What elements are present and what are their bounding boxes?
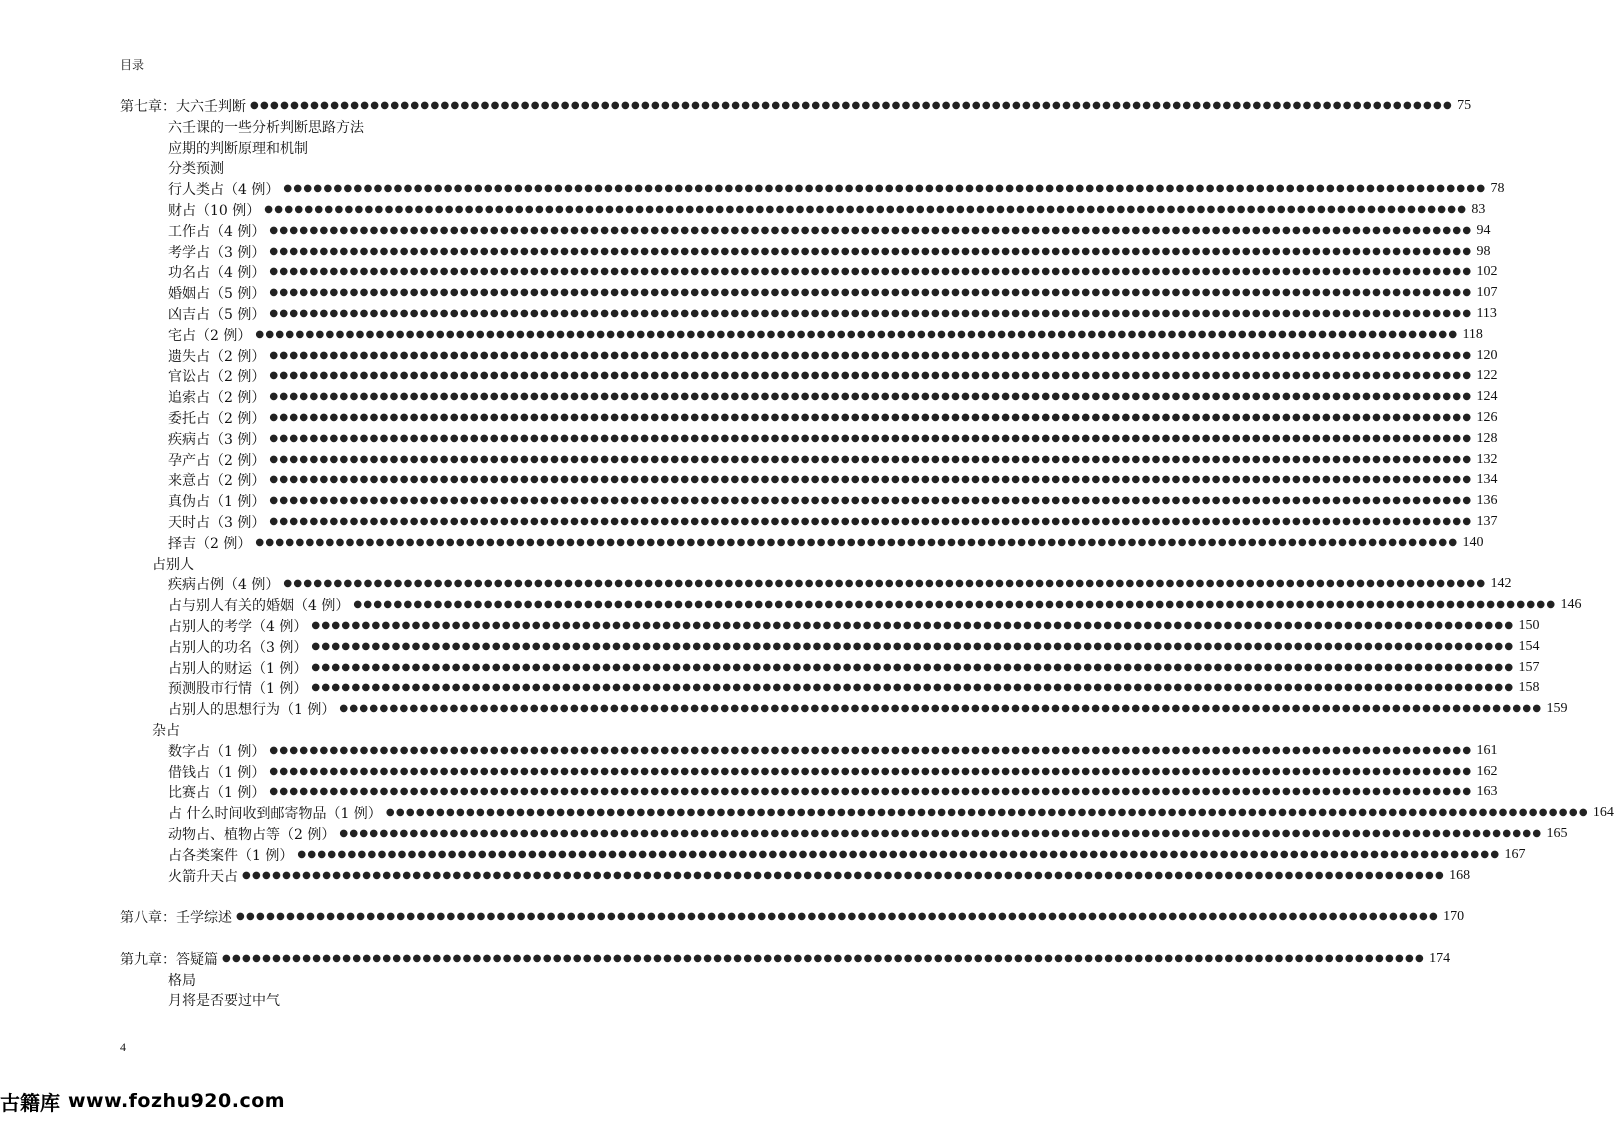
toc-entry-title: 宅占（2 例）	[168, 327, 252, 344]
toc-entry	[120, 949, 1451, 969]
toc-entry	[168, 117, 364, 137]
dot-leader: ●●●●●●●●●●●●●●●●●●●●●●●●●●●●●●●●●●●●●●●●●●●●●●●●●●●●●●●●●●●●●●●●●●●●●●●●●●●●●●●●●●●●●●●●●●●●●●●●●●●●●●●●●●●●●●●●●●●●●●●●	[297, 848, 1501, 860]
toc-entry-title: 天时占（3 例）	[168, 515, 266, 531]
toc-entry	[168, 262, 1498, 282]
toc-entry	[168, 283, 1498, 303]
toc-entry-page: 107	[1476, 285, 1498, 301]
dot-leader: ●●●●●●●●●●●●●●●●●●●●●●●●●●●●●●●●●●●●●●●●●●●●●●●●●●●●●●●●●●●●●●●●●●●●●●●●●●●●●●●●●●●●●●●●●●●●●●●●●●●●●●●●●●●●●●●●●●●●●●●●	[283, 578, 1487, 590]
toc-entry-page: 158	[1518, 680, 1540, 696]
toc-entry-page: 126	[1476, 410, 1498, 425]
dot-leader: ●●●●●●●●●●●●●●●●●●●●●●●●●●●●●●●●●●●●●●●●●●●●●●●●●●●●●●●●●●●●●●●●●●●●●●●●●●●●●●●●●●●●●●●●●●●●●●●●●●●●●●●●●●●●●●●●●●●●●●●●	[242, 869, 1446, 881]
toc-entry-title: 占别人的思想行为（1 例）	[168, 702, 336, 719]
toc-entry-title: 六壬课的一些分析判断思路方法	[168, 119, 364, 136]
toc-entry	[168, 637, 1540, 657]
dot-leader: ●●●●●●●●●●●●●●●●●●●●●●●●●●●●●●●●●●●●●●●●●●●●●●●●●●●●●●●●●●●●●●●●●●●●●●●●●●●●●●●●●●●●●●●●●●●●●●●●●●●●●●●●●●●●●●●●●●●●●●●●	[250, 100, 1454, 111]
toc-entry-page: 136	[1476, 493, 1498, 509]
toc-entry	[152, 554, 194, 574]
dot-leader: ●●●●●●●●●●●●●●●●●●●●●●●●●●●●●●●●●●●●●●●●●●●●●●●●●●●●●●●●●●●●●●●●●●●●●●●●●●●●●●●●●●●●●●●●●●●●●●●●●●●●●●●●●●●●●●●●●●●●●●●●	[269, 474, 1473, 486]
toc-entry-title: 占别人的功名（3 例）	[168, 639, 308, 656]
toc-entry-title: 占与别人有关的婚姻（4 例）	[168, 598, 350, 615]
toc-entry-title: 杂占	[152, 723, 180, 739]
toc-entry-title: 月将是否要过中气	[168, 993, 280, 1010]
toc-entry-title: 真伪占（1 例）	[168, 494, 266, 511]
toc-entry	[168, 533, 1484, 553]
toc-entry-page: 161	[1476, 742, 1498, 758]
dot-leader: ●●●●●●●●●●●●●●●●●●●●●●●●●●●●●●●●●●●●●●●●●●●●●●●●●●●●●●●●●●●●●●●●●●●●●●●●●●●●●●●●●●●●●●●●●●●●●●●●●●●●●●●●●●●●●●●●●●●●●●●●	[269, 266, 1473, 278]
toc-entry-title: 火箭升天占	[168, 868, 238, 885]
toc-entry-page: 162	[1476, 763, 1498, 779]
toc-entry-page: 128	[1476, 430, 1498, 446]
toc-entry	[168, 762, 1498, 782]
toc-entry	[168, 658, 1540, 678]
toc-entry-page: 140	[1462, 534, 1484, 550]
toc-entry-title: 占 什么时间收到邮寄物品（1 例）	[168, 806, 382, 823]
toc-entry	[168, 242, 1491, 262]
dot-leader: ●●●●●●●●●●●●●●●●●●●●●●●●●●●●●●●●●●●●●●●●●●●●●●●●●●●●●●●●●●●●●●●●●●●●●●●●●●●●●●●●●●●●●●●●●●●●●●●●●●●●●●●●●●●●●●●●●●●●●●●●	[353, 599, 1557, 611]
toc-entry	[168, 179, 1505, 199]
toc-entry-page: 150	[1518, 618, 1540, 633]
toc-entry-page: 83	[1471, 202, 1486, 217]
toc-entry-page: 170	[1443, 909, 1465, 925]
toc-entry-page: 120	[1476, 347, 1498, 363]
dot-leader: ●●●●●●●●●●●●●●●●●●●●●●●●●●●●●●●●●●●●●●●●●●●●●●●●●●●●●●●●●●●●●●●●●●●●●●●●●●●●●●●●●●●●●●●●●●●●●●●●●●●●●●●●●●●●●●●●●●●●●●●●	[311, 620, 1515, 631]
toc-entry-page: 165	[1546, 826, 1568, 841]
toc-entry-title: 择吉（2 例）	[168, 535, 252, 552]
toc-entry-title: 行人类占（4 例）	[168, 182, 280, 199]
dot-leader: ●●●●●●●●●●●●●●●●●●●●●●●●●●●●●●●●●●●●●●●●●●●●●●●●●●●●●●●●●●●●●●●●●●●●●●●●●●●●●●●●●●●●●●●●●●●●●●●●●●●●●●●●●●●●●●●●●●●●●●●●	[269, 245, 1473, 257]
dot-leader: ●●●●●●●●●●●●●●●●●●●●●●●●●●●●●●●●●●●●●●●●●●●●●●●●●●●●●●●●●●●●●●●●●●●●●●●●●●●●●●●●●●●●●●●●●●●●●●●●●●●●●●●●●●●●●●●●●●●●●●●●	[255, 536, 1459, 548]
toc-entry	[168, 595, 1582, 615]
dot-leader: ●●●●●●●●●●●●●●●●●●●●●●●●●●●●●●●●●●●●●●●●●●●●●●●●●●●●●●●●●●●●●●●●●●●●●●●●●●●●●●●●●●●●●●●●●●●●●●●●●●●●●●●●●●●●●●●●●●●●●●●●	[269, 516, 1473, 527]
dot-leader: ●●●●●●●●●●●●●●●●●●●●●●●●●●●●●●●●●●●●●●●●●●●●●●●●●●●●●●●●●●●●●●●●●●●●●●●●●●●●●●●●●●●●●●●●●●●●●●●●●●●●●●●●●●●●●●●●●●●●●●●●	[283, 183, 1487, 195]
dot-leader: ●●●●●●●●●●●●●●●●●●●●●●●●●●●●●●●●●●●●●●●●●●●●●●●●●●●●●●●●●●●●●●●●●●●●●●●●●●●●●●●●●●●●●●●●●●●●●●●●●●●●●●●●●●●●●●●●●●●●●●●●	[255, 328, 1459, 340]
toc-entry-title: 第七章：大六壬判断	[120, 99, 246, 115]
toc-entry-page: 94	[1476, 222, 1491, 238]
toc-entry-title: 预测股市行情（1 例）	[168, 681, 308, 698]
toc-entry-title: 第九章：答疑篇	[120, 951, 218, 968]
dot-leader: ●●●●●●●●●●●●●●●●●●●●●●●●●●●●●●●●●●●●●●●●●●●●●●●●●●●●●●●●●●●●●●●●●●●●●●●●●●●●●●●●●●●●●●●●●●●●●●●●●●●●●●●●●●●●●●●●●●●●●●●●	[269, 786, 1473, 798]
toc-entry-page: 163	[1476, 784, 1498, 800]
toc-entry-title: 凶吉占（5 例）	[168, 307, 266, 323]
toc-entry	[168, 200, 1486, 220]
toc-entry-page: 134	[1476, 472, 1498, 488]
toc-entry-title: 数字占（1 例）	[168, 743, 266, 760]
dot-leader: ●●●●●●●●●●●●●●●●●●●●●●●●●●●●●●●●●●●●●●●●●●●●●●●●●●●●●●●●●●●●●●●●●●●●●●●●●●●●●●●●●●●●●●●●●●●●●●●●●●●●●●●●●●●●●●●●●●●●●●●●	[222, 952, 1426, 964]
toc-entry	[168, 366, 1498, 386]
toc-entry-title: 考学占（3 例）	[168, 244, 266, 261]
dot-leader: ●●●●●●●●●●●●●●●●●●●●●●●●●●●●●●●●●●●●●●●●●●●●●●●●●●●●●●●●●●●●●●●●●●●●●●●●●●●●●●●●●●●●●●●●●●●●●●●●●●●●●●●●●●●●●●●●●●●●●●●●	[339, 703, 1543, 715]
toc-entry	[168, 346, 1498, 366]
toc-entry-title: 借钱占（1 例）	[168, 764, 266, 781]
toc-entry	[168, 866, 1471, 886]
toc-entry-title: 委托占（2 例）	[168, 411, 266, 427]
toc-entry-title: 占别人的财运（1 例）	[168, 660, 308, 677]
dot-leader: ●●●●●●●●●●●●●●●●●●●●●●●●●●●●●●●●●●●●●●●●●●●●●●●●●●●●●●●●●●●●●●●●●●●●●●●●●●●●●●●●●●●●●●●●●●●●●●●●●●●●●●●●●●●●●●●●●●●●●●●●	[311, 640, 1515, 652]
toc-entry-page: 174	[1429, 950, 1451, 966]
toc-entry	[168, 450, 1498, 470]
watermark	[0, 1086, 285, 1116]
toc-entry	[168, 221, 1491, 241]
dot-leader: ●●●●●●●●●●●●●●●●●●●●●●●●●●●●●●●●●●●●●●●●●●●●●●●●●●●●●●●●●●●●●●●●●●●●●●●●●●●●●●●●●●●●●●●●●●●●●●●●●●●●●●●●●●●●●●●●●●●●●●●●	[269, 287, 1473, 299]
toc-entry	[168, 491, 1498, 511]
dot-leader: ●●●●●●●●●●●●●●●●●●●●●●●●●●●●●●●●●●●●●●●●●●●●●●●●●●●●●●●●●●●●●●●●●●●●●●●●●●●●●●●●●●●●●●●●●●●●●●●●●●●●●●●●●●●●●●●●●●●●●●●●	[269, 370, 1473, 382]
toc-entry	[168, 408, 1498, 428]
toc-entry-page: 137	[1476, 514, 1498, 529]
toc-entry	[168, 304, 1497, 324]
toc-entry	[168, 845, 1526, 865]
dot-leader: ●●●●●●●●●●●●●●●●●●●●●●●●●●●●●●●●●●●●●●●●●●●●●●●●●●●●●●●●●●●●●●●●●●●●●●●●●●●●●●●●●●●●●●●●●●●●●●●●●●●●●●●●●●●●●●●●●●●●●●●●	[311, 661, 1515, 673]
toc-entry	[168, 803, 1614, 823]
toc-entry-page: 157	[1518, 659, 1540, 675]
toc-entry-title: 婚姻占（5 例）	[168, 286, 266, 303]
toc-entry-title: 官讼占（2 例）	[168, 369, 266, 386]
toc-entry	[168, 429, 1498, 449]
toc-entry-title: 格局	[168, 972, 196, 989]
dot-leader: ●●●●●●●●●●●●●●●●●●●●●●●●●●●●●●●●●●●●●●●●●●●●●●●●●●●●●●●●●●●●●●●●●●●●●●●●●●●●●●●●●●●●●●●●●●●●●●●●●●●●●●●●●●●●●●●●●●●●●●●●	[269, 391, 1473, 403]
dot-leader: ●●●●●●●●●●●●●●●●●●●●●●●●●●●●●●●●●●●●●●●●●●●●●●●●●●●●●●●●●●●●●●●●●●●●●●●●●●●●●●●●●●●●●●●●●●●●●●●●●●●●●●●●●●●●●●●●●●●●●●●●	[269, 744, 1473, 756]
toc-entry	[152, 720, 180, 740]
dot-leader: ●●●●●●●●●●●●●●●●●●●●●●●●●●●●●●●●●●●●●●●●●●●●●●●●●●●●●●●●●●●●●●●●●●●●●●●●●●●●●●●●●●●●●●●●●●●●●●●●●●●●●●●●●●●●●●●●●●●●●●●●	[339, 828, 1543, 839]
toc-entry-title: 比赛占（1 例）	[168, 785, 266, 802]
toc-entry	[168, 970, 196, 990]
toc-entry	[168, 138, 308, 158]
toc-entry-page: 142	[1490, 576, 1512, 592]
dot-leader: ●●●●●●●●●●●●●●●●●●●●●●●●●●●●●●●●●●●●●●●●●●●●●●●●●●●●●●●●●●●●●●●●●●●●●●●●●●●●●●●●●●●●●●●●●●●●●●●●●●●●●●●●●●●●●●●●●●●●●●●●	[385, 807, 1589, 819]
toc-entry-title: 动物占、植物占等（2 例）	[168, 827, 336, 843]
toc-entry-page: 159	[1546, 701, 1568, 717]
toc-entry	[168, 990, 280, 1010]
toc-entry-title: 占各类案件（1 例）	[168, 847, 294, 864]
toc-entry-page: 154	[1518, 638, 1540, 654]
toc-entry	[120, 907, 1465, 927]
dot-leader: ●●●●●●●●●●●●●●●●●●●●●●●●●●●●●●●●●●●●●●●●●●●●●●●●●●●●●●●●●●●●●●●●●●●●●●●●●●●●●●●●●●●●●●●●●●●●●●●●●●●●●●●●●●●●●●●●●●●●●●●●	[264, 204, 1468, 215]
toc-entry-title: 应期的判断原理和机制	[168, 140, 308, 157]
dot-leader: ●●●●●●●●●●●●●●●●●●●●●●●●●●●●●●●●●●●●●●●●●●●●●●●●●●●●●●●●●●●●●●●●●●●●●●●●●●●●●●●●●●●●●●●●●●●●●●●●●●●●●●●●●●●●●●●●●●●●●●●●	[269, 495, 1473, 507]
toc-entry	[168, 678, 1540, 698]
toc-entry-title: 遗失占（2 例）	[168, 348, 266, 365]
toc-entry	[168, 470, 1498, 490]
toc-entry-title: 功名占（4 例）	[168, 265, 266, 282]
watermark-site: www.fozhu920.com	[68, 1090, 286, 1112]
dot-leader: ●●●●●●●●●●●●●●●●●●●●●●●●●●●●●●●●●●●●●●●●●●●●●●●●●●●●●●●●●●●●●●●●●●●●●●●●●●●●●●●●●●●●●●●●●●●●●●●●●●●●●●●●●●●●●●●●●●●●●●●●	[311, 682, 1515, 694]
toc-entry-title: 来意占（2 例）	[168, 473, 266, 490]
dot-leader: ●●●●●●●●●●●●●●●●●●●●●●●●●●●●●●●●●●●●●●●●●●●●●●●●●●●●●●●●●●●●●●●●●●●●●●●●●●●●●●●●●●●●●●●●●●●●●●●●●●●●●●●●●●●●●●●●●●●●●●●●	[269, 765, 1473, 777]
dot-leader: ●●●●●●●●●●●●●●●●●●●●●●●●●●●●●●●●●●●●●●●●●●●●●●●●●●●●●●●●●●●●●●●●●●●●●●●●●●●●●●●●●●●●●●●●●●●●●●●●●●●●●●●●●●●●●●●●●●●●●●●●	[269, 412, 1473, 423]
toc-entry-title: 追索占（2 例）	[168, 390, 266, 407]
toc-entry-page: 122	[1476, 368, 1498, 384]
toc-entry-title: 工作占（4 例）	[168, 223, 266, 240]
dot-leader: ●●●●●●●●●●●●●●●●●●●●●●●●●●●●●●●●●●●●●●●●●●●●●●●●●●●●●●●●●●●●●●●●●●●●●●●●●●●●●●●●●●●●●●●●●●●●●●●●●●●●●●●●●●●●●●●●●●●●●●●●	[269, 308, 1473, 319]
toc-entry-title: 财占（10 例）	[168, 203, 261, 219]
toc-entry-title: 疾病占例（4 例）	[168, 577, 280, 594]
toc-entry-page: 102	[1476, 264, 1498, 280]
toc-entry-title: 占别人的考学（4 例）	[168, 619, 308, 635]
toc-entry-page: 75	[1457, 98, 1472, 113]
dot-leader: ●●●●●●●●●●●●●●●●●●●●●●●●●●●●●●●●●●●●●●●●●●●●●●●●●●●●●●●●●●●●●●●●●●●●●●●●●●●●●●●●●●●●●●●●●●●●●●●●●●●●●●●●●●●●●●●●●●●●●●●●	[269, 224, 1473, 236]
toc-entry	[168, 574, 1512, 594]
toc-entry	[168, 616, 1540, 636]
toc-entry	[168, 824, 1568, 844]
toc-entry-page: 167	[1504, 846, 1526, 862]
toc-entry	[168, 387, 1498, 407]
toc-entry-page: 124	[1476, 389, 1498, 405]
toc-entry-title: 孕产占（2 例）	[168, 452, 266, 469]
dot-leader: ●●●●●●●●●●●●●●●●●●●●●●●●●●●●●●●●●●●●●●●●●●●●●●●●●●●●●●●●●●●●●●●●●●●●●●●●●●●●●●●●●●●●●●●●●●●●●●●●●●●●●●●●●●●●●●●●●●●●●●●●	[269, 453, 1473, 465]
toc-entry	[168, 512, 1498, 532]
toc-entry	[168, 699, 1568, 719]
toc-entry-page: 98	[1476, 243, 1491, 259]
toc-entry-page: 132	[1476, 451, 1498, 467]
toc-entry	[168, 782, 1498, 802]
toc-entry-page: 146	[1560, 597, 1582, 613]
dot-leader: ●●●●●●●●●●●●●●●●●●●●●●●●●●●●●●●●●●●●●●●●●●●●●●●●●●●●●●●●●●●●●●●●●●●●●●●●●●●●●●●●●●●●●●●●●●●●●●●●●●●●●●●●●●●●●●●●●●●●●●●●	[269, 432, 1473, 444]
toc-entry-page: 78	[1490, 181, 1505, 197]
toc-entry	[120, 96, 1472, 116]
toc-entry	[168, 741, 1498, 761]
toc-entry	[168, 325, 1483, 345]
toc-entry-title: 占别人	[152, 556, 194, 573]
dot-leader: ●●●●●●●●●●●●●●●●●●●●●●●●●●●●●●●●●●●●●●●●●●●●●●●●●●●●●●●●●●●●●●●●●●●●●●●●●●●●●●●●●●●●●●●●●●●●●●●●●●●●●●●●●●●●●●●●●●●●●●●●	[236, 911, 1440, 923]
watermark-brand: 古籍库	[0, 1090, 60, 1115]
toc-entry-title: 分类预测	[168, 161, 224, 178]
page-header: 目录	[120, 58, 145, 72]
dot-leader: ●●●●●●●●●●●●●●●●●●●●●●●●●●●●●●●●●●●●●●●●●●●●●●●●●●●●●●●●●●●●●●●●●●●●●●●●●●●●●●●●●●●●●●●●●●●●●●●●●●●●●●●●●●●●●●●●●●●●●●●●	[269, 349, 1473, 361]
toc-entry-page: 118	[1462, 326, 1483, 342]
toc-entry-page: 168	[1449, 867, 1471, 883]
page-number: 4	[120, 1040, 126, 1054]
toc-entry-page: 164	[1592, 805, 1614, 821]
toc-entry-page: 113	[1476, 306, 1497, 321]
toc-entry-title: 第八章：壬学综述	[120, 910, 232, 927]
toc-entry-title: 疾病占（3 例）	[168, 431, 266, 448]
toc-entry	[168, 158, 224, 178]
